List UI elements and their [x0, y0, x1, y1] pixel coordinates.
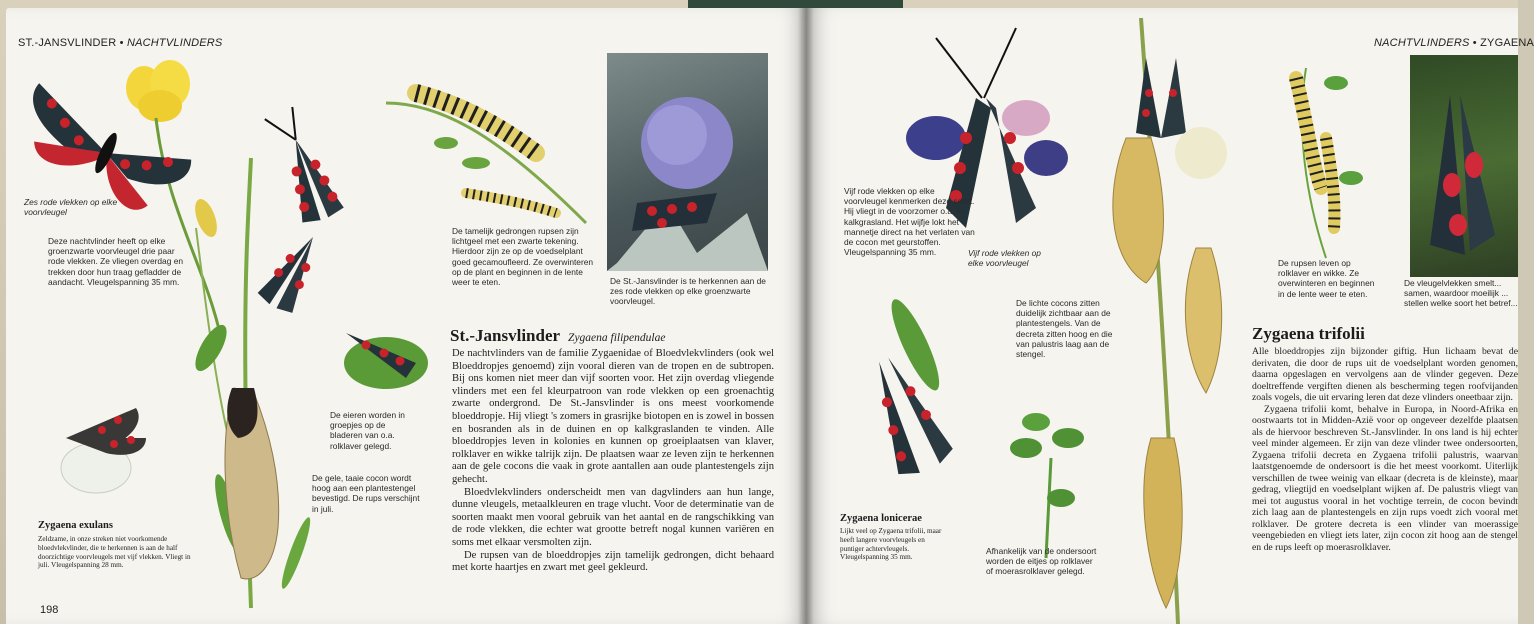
- running-head-title: NACHTVLINDERS: [1374, 37, 1470, 49]
- caption-spots-label: Zes rode vlekken op elke voorvleugel: [24, 197, 118, 218]
- running-head-section: ZYGAENA: [1480, 37, 1534, 49]
- moth-lonicerae: [831, 294, 976, 481]
- caption-photo: De St.-Jansvlinder is te herkennen aan de zes rode vlekken op elke groenzwarte voorvleugel.: [610, 276, 766, 307]
- exulans-text: Zeldzame, in onze streken niet voorkomende bloedvlekvlinder, die te herkennen is aan de half doorzichtige voorvleugels met vijf vlekken. Vliegt in juli. Vleugelspanning 28 mm.: [38, 535, 191, 570]
- article-latin-name: Zygaena filipendulae: [568, 332, 666, 344]
- separator: •: [119, 37, 124, 49]
- moth-upright-2: [256, 227, 331, 316]
- moth-exulans: [61, 408, 146, 493]
- separator: •: [1472, 37, 1477, 49]
- article-body: [452, 348, 774, 575]
- moth-photo: [607, 53, 768, 271]
- caption-moth-description: Deze nachtvlinder heeft op elke groenzwarte voorvleugel drie paar rode vlekken. Ze vliegen overdag en trekken door hun traag gefladder de aandacht. Vleugelspanning 35 mm.: [48, 236, 184, 287]
- left-page: [6, 8, 806, 624]
- moth-on-leaf: [344, 333, 428, 389]
- caption-caterpillars: De rupsen leven op rolklaver en wikke. Ze overwinteren en beginnen in de lente weer te eten.: [1278, 258, 1375, 299]
- caption-five-spots: Vijf rode vlekken op elke voorvleugel kenmerken deze soort. Hij vliegt in de voorzomer o.a. in kalkgrasland. Het wijfje lokt het mannetje direct na het verlaten van de cocon met geurstoffen. Vleugelspanning 35 mm.: [844, 186, 975, 258]
- article-paragraph: Alle bloeddropjes zijn bijzonder giftig. Hun lichaam bevat de derivaten, die door de rups uit de voedselplant worden genomen, daarna opgeslagen en vervolgens aan de vlinder gegeven. Deze doeltreffende vergiften dienen als bescherming tegen roofvijanden zoals vogels, die uit ervaring leren dat deze vlinders oneetbaar zijn.: [1252, 346, 1518, 403]
- running-head-title: ST.-JANSVLINDER: [18, 37, 117, 49]
- moth-upright-1: [264, 102, 345, 226]
- caption-photo: De vleugelvlekken smelt... samen, waardoor moeilijk ... stellen welke soort het betref...: [1404, 278, 1518, 309]
- caption-cocoons: De lichte cocons zitten duidelijk zichtbaar aan de plantestengels. Van de decreta zitten hoog en die van palustris laag aan de stengel.: [1016, 298, 1113, 360]
- caption-eggs: Afhankelijk van de ondersoort worden de eitjes op rolklaver of moerasrolklaver gelegd.: [986, 546, 1097, 577]
- article-title: Zygaena trifolii: [1252, 324, 1365, 343]
- caption-eggs: De eieren worden in groepjes op de bladeren van o.a. rolklaver gelegd.: [330, 410, 405, 451]
- lonicerae-title: Zygaena lonicerae: [840, 513, 922, 524]
- book-gutter: [798, 8, 814, 624]
- caption-caterpillar: De tamelijk gedrongen rupsen zijn lichtgeel met een zwarte tekening. Hierdoor zijn ze op de voedselplant goed gecamoufleerd. Ze overwinteren op de plant en beginnen in de lente weer te eten.: [452, 226, 594, 288]
- running-head-section: NACHTVLINDERS: [126, 37, 223, 49]
- caption-cocoon: De gele, taaie cocon wordt hoog aan een plantestengel bevestigd. De rups verschijnt in juli.: [312, 473, 420, 514]
- article-paragraph: De rupsen van de bloeddropjes zijn tamelijk gedrongen, dicht behaard met korte haartjes en zwart met geel gekleurd.: [452, 549, 774, 574]
- article-paragraph: De nachtvlinders van de familie Zygaenidae of Bloedvlekvlinders (ook wel Bloeddropjes genoemd) zijn vooral dieren van de tropen en de subtropen. Bij ons komen niet meer dan vijf soorten voor. Het zijn overdag vliegende vlinders met een fel kleurpatroon van rode vlekken op een groenachtig zwarte ondergrond. De St.-Jansvlinder is ons meest voorkomende bloeddropje. Hij vliegt 's zomers in grasrijke biotopen en is zowel in bossen en bosranden als in de duinen en op kalkgraslanden te vinden. Alle bloeddropjes leven in kolonies en kunnen op groeiplaatsen van klaver, rolklaver en wikke talrijk zijn. De plaatsen waar ze leven zijn te herkennen aan de gele cocons die vaak in grote aantallen aan oude plantestengels zijn gehecht.: [452, 348, 774, 485]
- moth-illustration-left: [6, 8, 426, 608]
- page-number: 198: [40, 604, 59, 616]
- article-body: [1252, 346, 1518, 553]
- right-page: [806, 8, 1534, 624]
- exulans-title: Zygaena exulans: [38, 520, 113, 531]
- trifolii-photo: [1410, 55, 1518, 277]
- caterpillar-branch: [386, 93, 586, 223]
- article-title-text: St.-Jansvlinder: [450, 326, 561, 345]
- article-paragraph: Bloedvlekvlinders onderscheidt men van dagvlinders aan hun lange, dunne vleugels, metaalkleuren en trage vlucht. Voor de determinatie van de soorten maakt men vooral gebruik van het aantal en de rangschikking van de rode vlekken, die echter wat grootte betreft nogal kunnen variëren en soms met elkaar versmolten zijn.: [452, 486, 774, 548]
- egg-plant: [1010, 413, 1084, 558]
- yellow-flower: [126, 60, 190, 122]
- lonicerae-text: Lijkt veel op Zygaena trifolii, maar heeft langere voorvleugels en puntiger achtervleugels. Vleugelspanning 35 mm.: [840, 527, 942, 562]
- article-paragraph: Zygaena trifolii komt, behalve in Europa, in Noord-Afrika en oostwaarts tot in Midden-Azië voor op ongeveer dezelfde plaatsen als de hiervoor beschreven St.-Jansvlinder. In ons land is hij echter veel minder algemeen. Er zijn van deze vlinder twee ondersoorten, Zygaena trifolii decreta en Zygaena trifolii palustris, waarvan laatstgenoemde de ondersoort is die het meest voorkomt. Uiterlijk verschillen de twee weinig van elkaar (decreta is de kleinste), maar gedrag, vliegtijd en voedselplant wijken af. De palustris vliegt van mei tot augustus vooral in het vochtige terrein, de cocon bevindt zich laag aan de plantestengels en zijn rups voedt zich vooral met rolklaver. De grotere decreta is een vlinder van moerassige veengebieden en vliegt iets later, zijn cocon zit hoog aan de stengel en de rups leeft op moerasrolklaver.: [1252, 403, 1518, 553]
- caption-five-spots-label: Vijf rode vlekken op elke voorvleugel: [968, 248, 1041, 269]
- caterpillars-right: [1296, 68, 1363, 258]
- article-title: [450, 326, 665, 346]
